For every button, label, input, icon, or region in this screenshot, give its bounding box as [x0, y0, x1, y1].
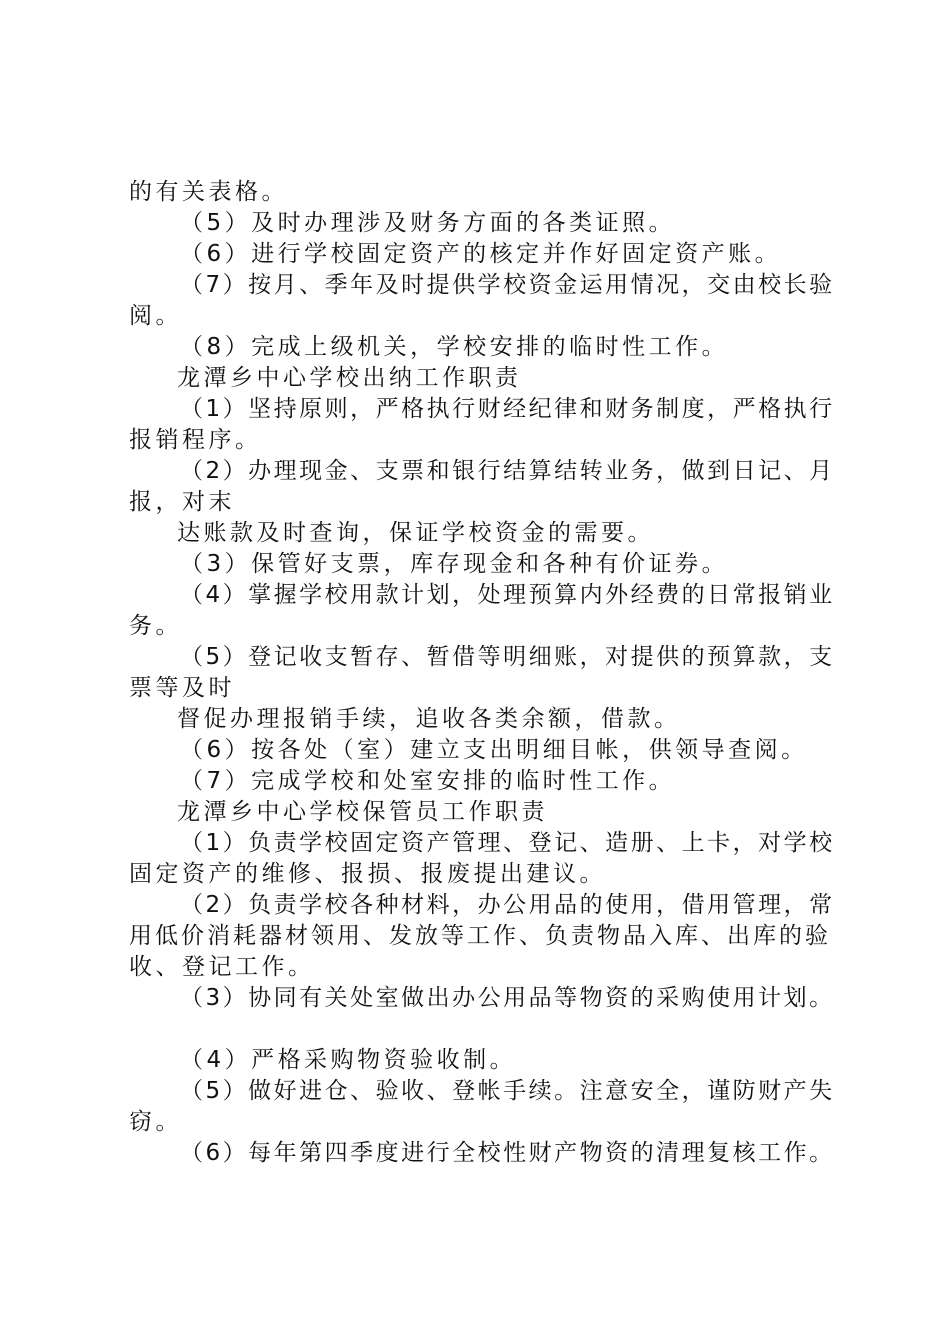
- text-line: 的有关表格。: [129, 179, 288, 205]
- text-line: 报，对末: [129, 489, 235, 515]
- text-line: （3）保管好支票，库存现金和各种有价证券。: [180, 551, 729, 577]
- text-line: （8）完成上级机关，学校安排的临时性工作。: [180, 334, 729, 360]
- text-line: 窃。: [129, 1109, 182, 1135]
- text-line: 务。: [129, 613, 182, 639]
- text-line: （2）负责学校各种材料，办公用品的使用，借用管理，常: [180, 892, 835, 918]
- text-line: （6）按各处（室）建立支出明细目帐，供领导查阅。: [180, 737, 808, 763]
- text-line: （1）坚持原则，严格执行财经纪律和财务制度，严格执行: [180, 396, 835, 422]
- text-line: （1）负责学校固定资产管理、登记、造册、上卡，对学校: [180, 830, 835, 856]
- text-line: （3）协同有关处室做出办公用品等物资的采购使用计划。: [180, 985, 835, 1011]
- text-line: 票等及时: [129, 675, 235, 701]
- text-line: 固定资产的维修、报损、报废提出建议。: [129, 861, 606, 887]
- text-line: 用低价消耗器材领用、发放等工作、负责物品入库、出库的验: [129, 923, 831, 949]
- text-line: （5）做好进仓、验收、登帐手续。注意安全，谨防财产失: [180, 1078, 835, 1104]
- text-line: （4）严格采购物资验收制。: [180, 1047, 517, 1073]
- text-line: （5）及时办理涉及财务方面的各类证照。: [180, 210, 676, 236]
- text-line: （4）掌握学校用款计划，处理预算内外经费的日常报销业: [180, 582, 835, 608]
- section-heading: 龙潭乡中心学校出纳工作职责: [177, 365, 522, 391]
- text-line: （6）进行学校固定资产的核定并作好固定资产账。: [180, 241, 782, 267]
- text-line: 督促办理报销手续，追收各类余额，借款。: [177, 706, 681, 732]
- text-line: 达账款及时查询，保证学校资金的需要。: [177, 520, 654, 546]
- text-line: （5）登记收支暂存、暂借等明细账，对提供的预算款，支: [180, 644, 835, 670]
- text-line: （7）按月、季年及时提供学校资金运用情况，交由校长验: [180, 272, 835, 298]
- text-line: （6）每年第四季度进行全校性财产物资的清理复核工作。: [180, 1140, 835, 1166]
- text-line: 阅。: [129, 303, 182, 329]
- text-line: 报销程序。: [129, 427, 262, 453]
- text-line: （2）办理现金、支票和银行结算结转业务，做到日记、月: [180, 458, 835, 484]
- text-line: 收、登记工作。: [129, 954, 315, 980]
- section-heading: 龙潭乡中心学校保管员工作职责: [177, 799, 548, 825]
- text-line: （7）完成学校和处室安排的临时性工作。: [180, 768, 676, 794]
